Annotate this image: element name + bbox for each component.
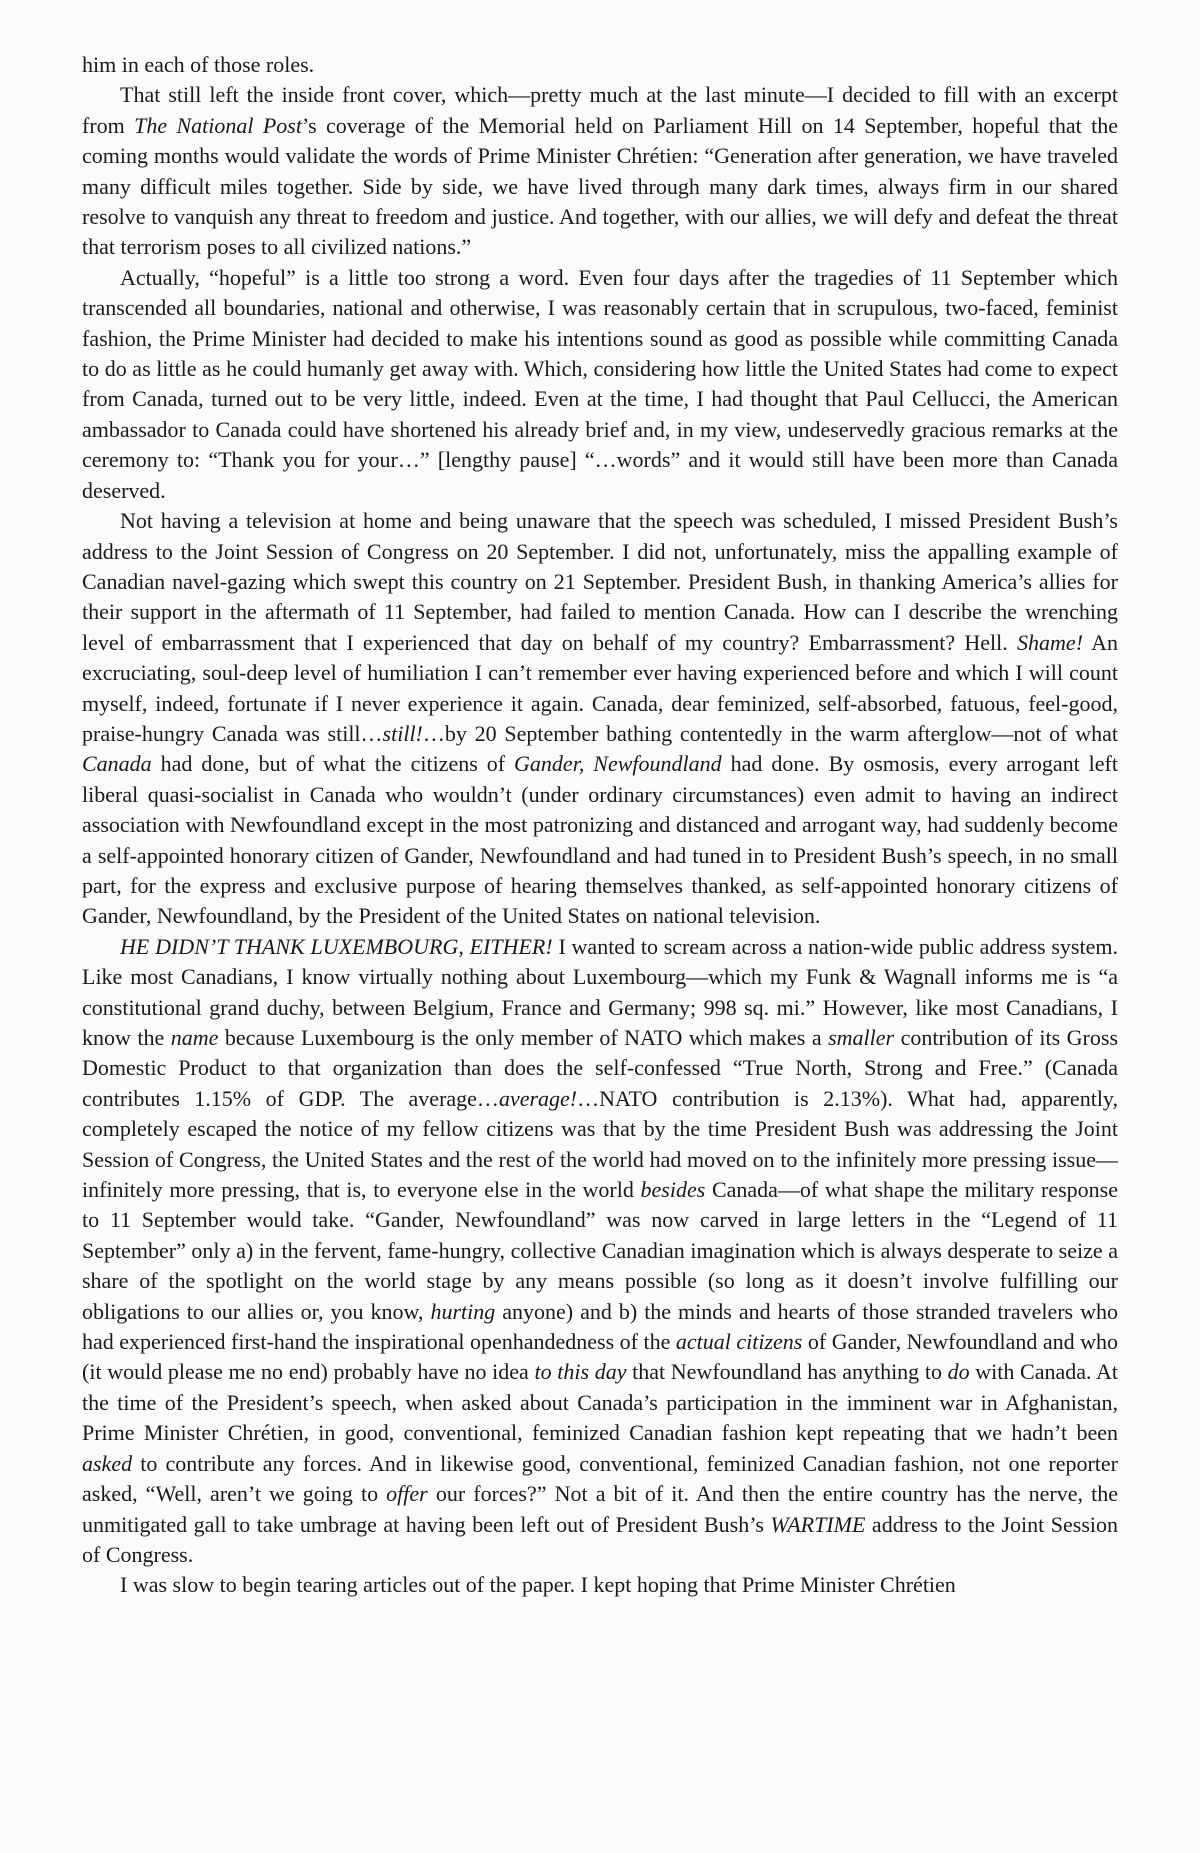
text-run: I wanted to scream across a nation-wide public address system. Like most Canadians, I know virtually nothing about Luxembourg—which my Funk & Wagnall informs me is “a constitutional grand duchy, between Belgium, France and Germany; 998 sq. mi.” However, like most Canadians, I know the — [82, 933, 1118, 1050]
paragraph-inside-front-cover — [82, 80, 1118, 262]
text-run: that Newfoundland has anything to — [626, 1359, 948, 1385]
italic-text: WARTIME — [770, 1511, 866, 1537]
italic-text: actual citizens — [675, 1329, 803, 1355]
italic-text: still! — [382, 720, 423, 746]
italic-text: HE DIDN’T THANK LUXEMBOURG, EITHER! — [120, 933, 553, 959]
text-run: Not having a television at home and being unaware that the speech was scheduled, I missed President Bush’s address to the Joint Session of Congress on 20 September. I did not, unfortunately, miss the appalling example of Canadian navel-gazing which swept this country on 21 September. President Bush, in thanking America’s allies for their support in the aftermath of 11 September, had failed to mention Canada. How can I describe the wrenching level of embarrassment that I experienced that day on behalf of my country? Embarrassment? Hell. — [82, 508, 1118, 655]
italic-text: Canada — [82, 751, 152, 777]
text-run: with Canada. At the time of the President’s speech, when asked about Canada’s participation in the imminent war in Afghanistan, Prime Minister Chrétien, in good, conventional, feminized Canadian fashion kept repeating that we hadn’t been — [82, 1359, 1118, 1446]
text-run: anyone) and b) the minds and hearts of those stranded travelers who had experienced first-hand the inspirational openhandedness of the — [82, 1298, 1118, 1355]
text-run: Canada—of what shape the military response to 11 September would take. “Gander, Newfoundland” was now carved in large letters in the “Legend of 11 September” only a) in the fervent, fame-hungry, collective Canadian imagination which is always desperate to seize a share of the spotlight on the world stage by any means possible (so long as it doesn’t involve fulfilling our obligations to our allies or, you know, — [82, 1177, 1118, 1324]
italic-text: offer — [386, 1481, 428, 1507]
text-run: our forces?” Not a bit of it. And then the entire country has the nerve, the unmitigated gall to take umbrage at having been left out of President Bush’s — [82, 1481, 1118, 1537]
body-text — [82, 50, 1118, 1601]
text-run: ’s coverage of the Memorial held on Parliament Hill on 14 September, hopeful that the coming months would validate the words of Prime Minister Chrétien: “Generation after generation, we have traveled many difficult miles together. Side by side, we have lived through many dark times, always firm in our shared resolve to vanquish any threat to freedom and justice. And together, with our allies, we will defy and defeat the threat that terrorism poses to all civilized nations.” — [82, 112, 1119, 260]
text-run: I was slow to begin tearing articles out of the paper. I kept hoping that Prime Minister Chrétien — [120, 1572, 956, 1598]
text-run: had done, but of what the citizens of — [151, 751, 515, 777]
paragraph-luxembourg — [82, 932, 1118, 1571]
text-run: …by 20 September bathing contentedly in the warm afterglow—not of what — [422, 720, 1118, 746]
italic-text: asked — [82, 1450, 133, 1476]
text-run: him in each of those roles. — [82, 52, 315, 77]
text-run: Actually, “hopeful” is a little too strong a word. Even four days after the tragedies of 11 September which transcended all boundaries, national and otherwise, I was reasonably certain that in scrupulous, two-faced, feminist fashion, the Prime Minister had decided to make his intentions sound as good as possible while committing Canada to do as little as he could humanly get away with. Which, considering how little the United States had come to expect from Canada, turned out to be very little, indeed. Even at the time, I had thought that Paul Cellucci, the American ambassador to Canada could have shortened his already brief and, in my view, undeservedly gracious remarks at the ceremony to: “Thank you for your…” [lengthy pause] “…words” and it would still have been more than Canada deserved. — [82, 264, 1118, 503]
italic-text: name — [170, 1025, 219, 1050]
italic-text: hurting — [430, 1298, 496, 1324]
italic-text: The National Post — [134, 112, 302, 138]
text-run: because Luxembourg is the only member of NATO which makes a — [218, 1025, 829, 1050]
paragraph-continuation — [82, 50, 1118, 80]
paragraph-tearing-articles — [82, 1570, 1118, 1600]
text-run: address to the Joint Session of Congress. — [82, 1511, 1118, 1567]
text-run: had done. By osmosis, every arrogant left liberal quasi-socialist in Canada who wouldn’t (under ordinary circumstances) even admit to having an indirect association with Newfoundland except in the most patronizing and distanced and arrogant way, had suddenly become a self-appointed honorary citizen of Gander, Newfoundland and had tuned in to President Bush’s speech, in no small part, for the express and exclusive purpose of hearing themselves thanked, as self-appointed honorary citizens of Gander, Newfoundland, by the President of the United States on national television. — [82, 751, 1118, 929]
italic-text: to this day — [534, 1359, 627, 1385]
italic-text: Gander, Newfoundland — [514, 751, 722, 777]
italic-text: Shame! — [1017, 629, 1084, 655]
text-run: …NATO contribution is 2.13%). What had, apparently, completely escaped the notice of my fellow citizens was that by the time President Bush was addressing the Joint Session of Congress, the United States and the rest of the world had moved on to the infinitely more pressing issue—infinitely more pressing, that is, to everyone else in the world — [82, 1085, 1118, 1203]
italic-text: besides — [640, 1177, 706, 1203]
text-run: of Gander, Newfoundland and who (it would please me no end) probably have no idea — [82, 1329, 1119, 1385]
text-run: to contribute any forces. And in likewise good, conventional, feminized Canadian fashion, not one reporter asked, “Well, aren’t we going to — [82, 1450, 1118, 1507]
italic-text: do — [947, 1359, 970, 1385]
text-run: That still left the inside front cover, which—pretty much at the last minute—I decided to fill with an excerpt from — [82, 82, 1118, 138]
italic-text: average! — [498, 1085, 578, 1111]
text-run: contribution of its Gross Domestic Product to that organization than does the self-confessed “True North, Strong and Free.” (Canada contributes 1.15% of GDP. The average… — [82, 1025, 1119, 1111]
paragraph-missed-address — [82, 506, 1118, 932]
text-run: An excruciating, soul-deep level of humiliation I can’t remember ever having experienced before and which I will count myself, indeed, fortunate if I never experience it again. Canada, dear feminized, self-absorbed, fatuous, feel-good, praise-hungry Canada was still… — [82, 629, 1118, 746]
italic-text: smaller — [828, 1025, 895, 1050]
paragraph-hopeful — [82, 263, 1118, 506]
